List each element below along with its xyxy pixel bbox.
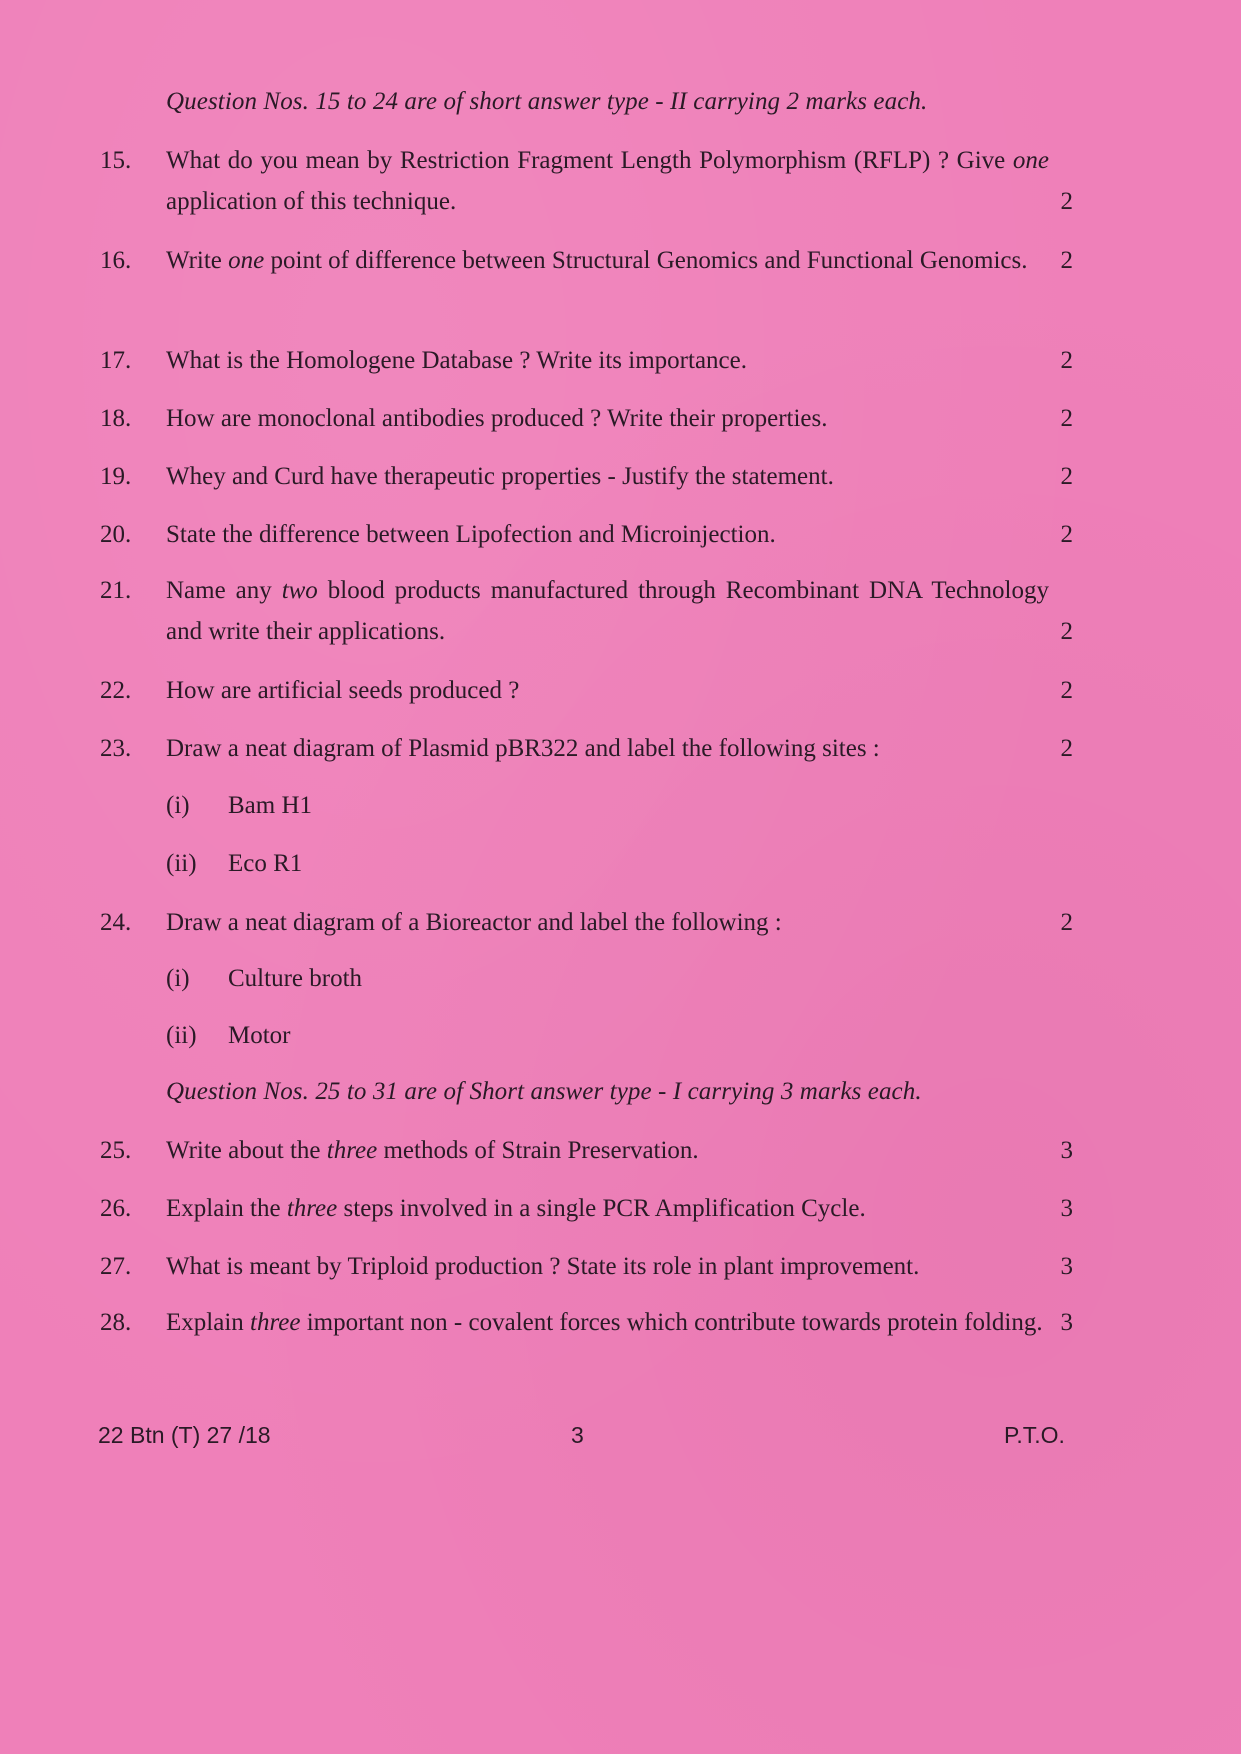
please-turn-over: P.T.O.: [1004, 1422, 1065, 1448]
question-text: Name any two blood products manufactured through Recombinant DNA Technology and write their applications.: [166, 577, 1049, 645]
question-28: [100, 1302, 1085, 1343]
question-22: [100, 670, 1085, 711]
question-text: Explain the three steps involved in a single PCR Amplification Cycle.: [166, 1195, 866, 1222]
question-number: 21.: [100, 577, 132, 604]
question-marks: 2: [1060, 347, 1073, 374]
question-text: State the difference between Lipofection and Microinjection.: [166, 521, 776, 548]
question-marks: 2: [1060, 735, 1073, 762]
question-24: [100, 902, 1085, 943]
question-15: [100, 140, 1085, 222]
question-number: 16.: [100, 247, 132, 274]
subitem-text: Motor: [228, 1022, 291, 1049]
question-18: [100, 398, 1085, 439]
question-text: Write about the three methods of Strain Preservation.: [166, 1137, 699, 1164]
question-23: [100, 728, 1085, 769]
section-heading-short-answer-ii: Question Nos. 15 to 24 are of short answer type - II carrying 2 marks each.: [166, 88, 928, 115]
question-text: What do you mean by Restriction Fragment Length Polymorphism (RFLP) ? Give one application of this technique.: [166, 147, 1049, 215]
question-19: [100, 456, 1085, 497]
question-text: What is the Homologene Database ? Write its importance.: [166, 347, 747, 374]
question-marks: 2: [1060, 463, 1073, 490]
question-marks: 2: [1060, 521, 1073, 548]
question-marks: 3: [1060, 1309, 1073, 1336]
subitem-text: Eco R1: [228, 850, 303, 877]
question-text: Draw a neat diagram of a Bioreactor and label the following :: [166, 909, 782, 936]
question-marks: 2: [1060, 247, 1073, 274]
question-number: 25.: [100, 1137, 132, 1164]
question-number: 20.: [100, 521, 132, 548]
question-number: 24.: [100, 909, 132, 936]
subitem-text: Bam H1: [228, 792, 313, 819]
question-number: 15.: [100, 147, 132, 174]
question-25: [100, 1130, 1085, 1171]
page-number: 3: [571, 1422, 584, 1448]
question-21: [100, 570, 1085, 652]
question-text: Write one point of difference between Structural Genomics and Functional Genomics.: [166, 247, 1028, 274]
question-marks: 2: [1060, 677, 1073, 704]
paper-code: 22 Btn (T) 27 /18: [98, 1422, 271, 1448]
q24-subitem-i: [166, 965, 362, 993]
question-marks: 3: [1060, 1137, 1073, 1164]
question-text: Whey and Curd have therapeutic properties - Justify the statement.: [166, 463, 834, 490]
question-17: [100, 340, 1085, 381]
question-marks: 2: [1060, 405, 1073, 432]
question-number: 23.: [100, 735, 132, 762]
question-number: 27.: [100, 1253, 132, 1280]
q23-subitem-ii: [166, 850, 302, 878]
question-20: [100, 514, 1085, 555]
subitem-numeral: (ii): [166, 1022, 197, 1049]
question-number: 22.: [100, 677, 132, 704]
subitem-numeral: (ii): [166, 850, 197, 877]
section-heading-short-answer-i: Question Nos. 25 to 31 are of Short answer type - I carrying 3 marks each.: [166, 1078, 922, 1105]
question-text: Explain three important non - covalent forces which contribute towards protein folding.: [166, 1309, 1043, 1336]
question-marks: 2: [1060, 909, 1073, 936]
question-marks: 3: [1060, 1195, 1073, 1222]
q23-subitem-i: [166, 792, 312, 820]
question-number: 28.: [100, 1309, 132, 1336]
subitem-numeral: (i): [166, 792, 190, 819]
question-number: 17.: [100, 347, 132, 374]
question-text: Draw a neat diagram of Plasmid pBR322 and label the following sites :: [166, 735, 880, 762]
subitem-text: Culture broth: [228, 965, 363, 992]
question-number: 18.: [100, 405, 132, 432]
question-text: What is meant by Triploid production ? State its role in plant improvement.: [166, 1253, 920, 1280]
question-number: 26.: [100, 1195, 132, 1222]
q24-subitem-ii: [166, 1022, 291, 1050]
question-text: How are monoclonal antibodies produced ? Write their properties.: [166, 405, 828, 432]
question-text: How are artificial seeds produced ?: [166, 677, 520, 704]
question-number: 19.: [100, 463, 132, 490]
question-26: [100, 1188, 1085, 1229]
question-27: [100, 1246, 1085, 1287]
question-16: [100, 240, 1085, 281]
subitem-numeral: (i): [166, 965, 190, 992]
question-marks: 2: [1060, 188, 1073, 215]
question-marks: 3: [1060, 1253, 1073, 1280]
question-marks: 2: [1060, 618, 1073, 645]
